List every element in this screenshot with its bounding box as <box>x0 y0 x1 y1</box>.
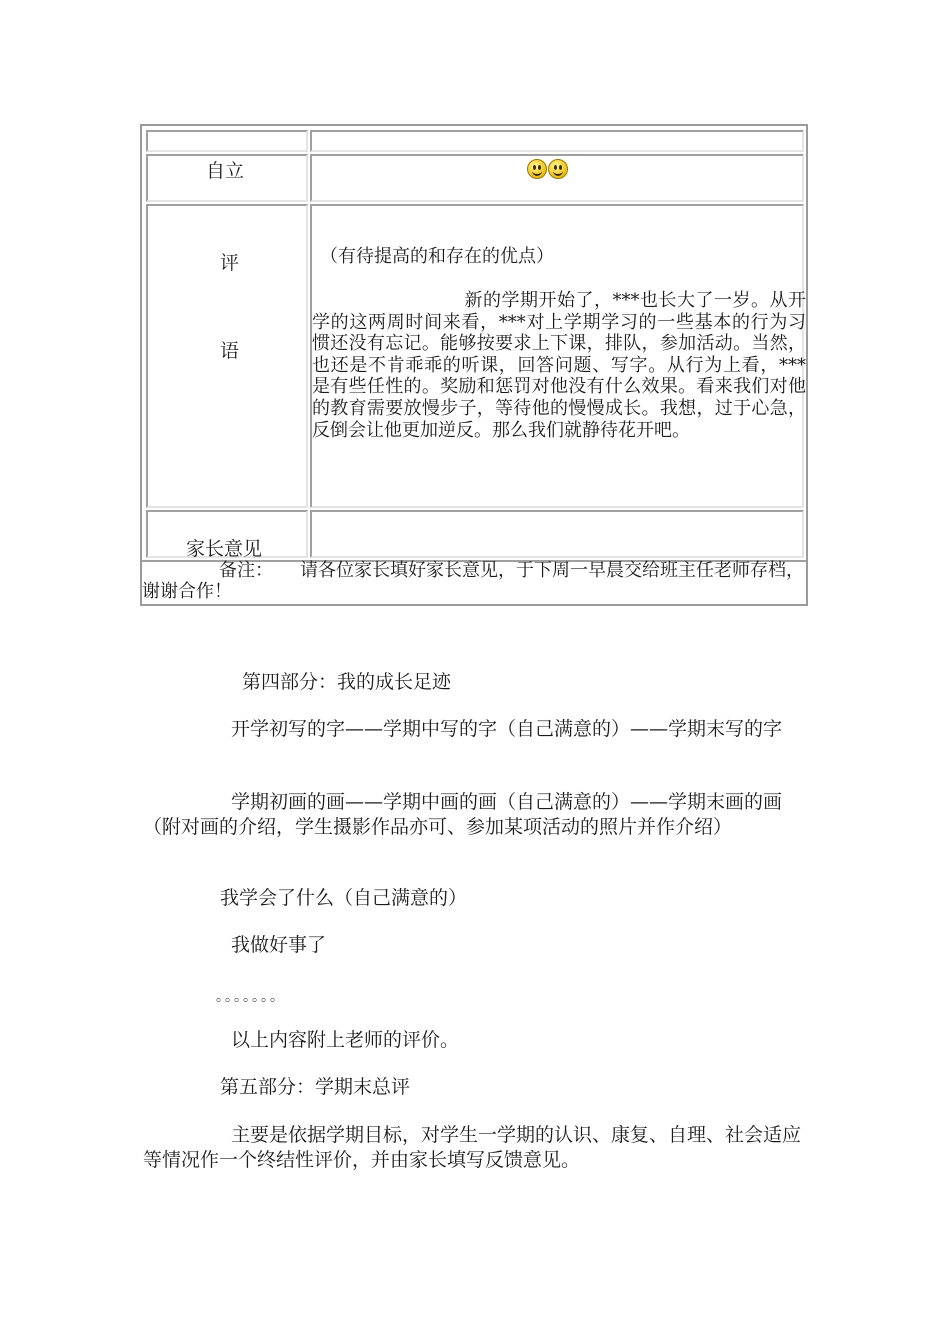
section4-p4: 我做好事了 <box>231 934 327 956</box>
comment-text <box>312 290 806 441</box>
row-parent-label: 家长意见 <box>186 538 263 560</box>
row-ziliv-label: 自立 <box>206 160 245 182</box>
section4-p2: 学期初画的画——学期中画的画（自己满意的）——学期末画的画（附对画的介绍，学生摄影作品亦可、参加某项活动的照片并作介绍） <box>143 791 783 838</box>
section4-p3: 我学会了什么（自己满意的） <box>220 887 468 909</box>
row-ziliv-value-cell <box>310 154 804 202</box>
row-pingyu-label-bottom: 语 <box>220 340 240 362</box>
row-pingyu-label-top: 评 <box>220 252 240 274</box>
comment-heading: （有待提高的和存在的优点） <box>320 246 554 267</box>
table-cell-empty <box>146 130 308 152</box>
row-parent-value-cell <box>310 510 804 558</box>
comment-body: 新的学期开始了，***也长大了一岁。从开学的这两周时间来看，***对上学期学习的一些基本的行为习惯还没有忘记。能够按要求上下课，排队，参加活动。当然，也还是不肯乖乖的听课，回答问题、写字。从行为上看，***是有些任性的。奖励和惩罚对他没有什么效果。看来我们对他的教育需要放慢步子，等待他的慢慢成长。我想，过于心急，反倒会让他更加逆反。那么我们就静待花开吧。 <box>312 290 806 441</box>
row-pingyu-label-cell <box>146 204 308 508</box>
smiley-icon <box>548 159 568 179</box>
section4-p6: 以上内容附上老师的评价。 <box>231 1029 460 1051</box>
section4-p1: 开学初写的字——学期中写的字（自己满意的）——学期末写的字 <box>231 718 783 740</box>
section4-p5: 。。。。。。。 <box>216 989 286 1005</box>
smiley-icon <box>527 159 547 179</box>
section5-p1: 主要是依据学期目标，对学生一学期的认识、康复、自理、社会适应等情况作一个终结性评价，并由家长填写反馈意见。 <box>143 1124 802 1171</box>
table-cell-empty <box>310 130 804 152</box>
row-parent-label-cell <box>146 510 308 558</box>
row-ziliv-label-cell <box>146 154 308 202</box>
section4-title: 第四部分：我的成长足迹 <box>242 671 452 693</box>
table-note-text: 备注： 请各位家长填好家长意见，于下周一早晨交给班主任老师存档，谢谢合作！ <box>142 560 804 602</box>
table-note <box>142 560 808 602</box>
section5-title: 第五部分：学期末总评 <box>220 1076 411 1098</box>
